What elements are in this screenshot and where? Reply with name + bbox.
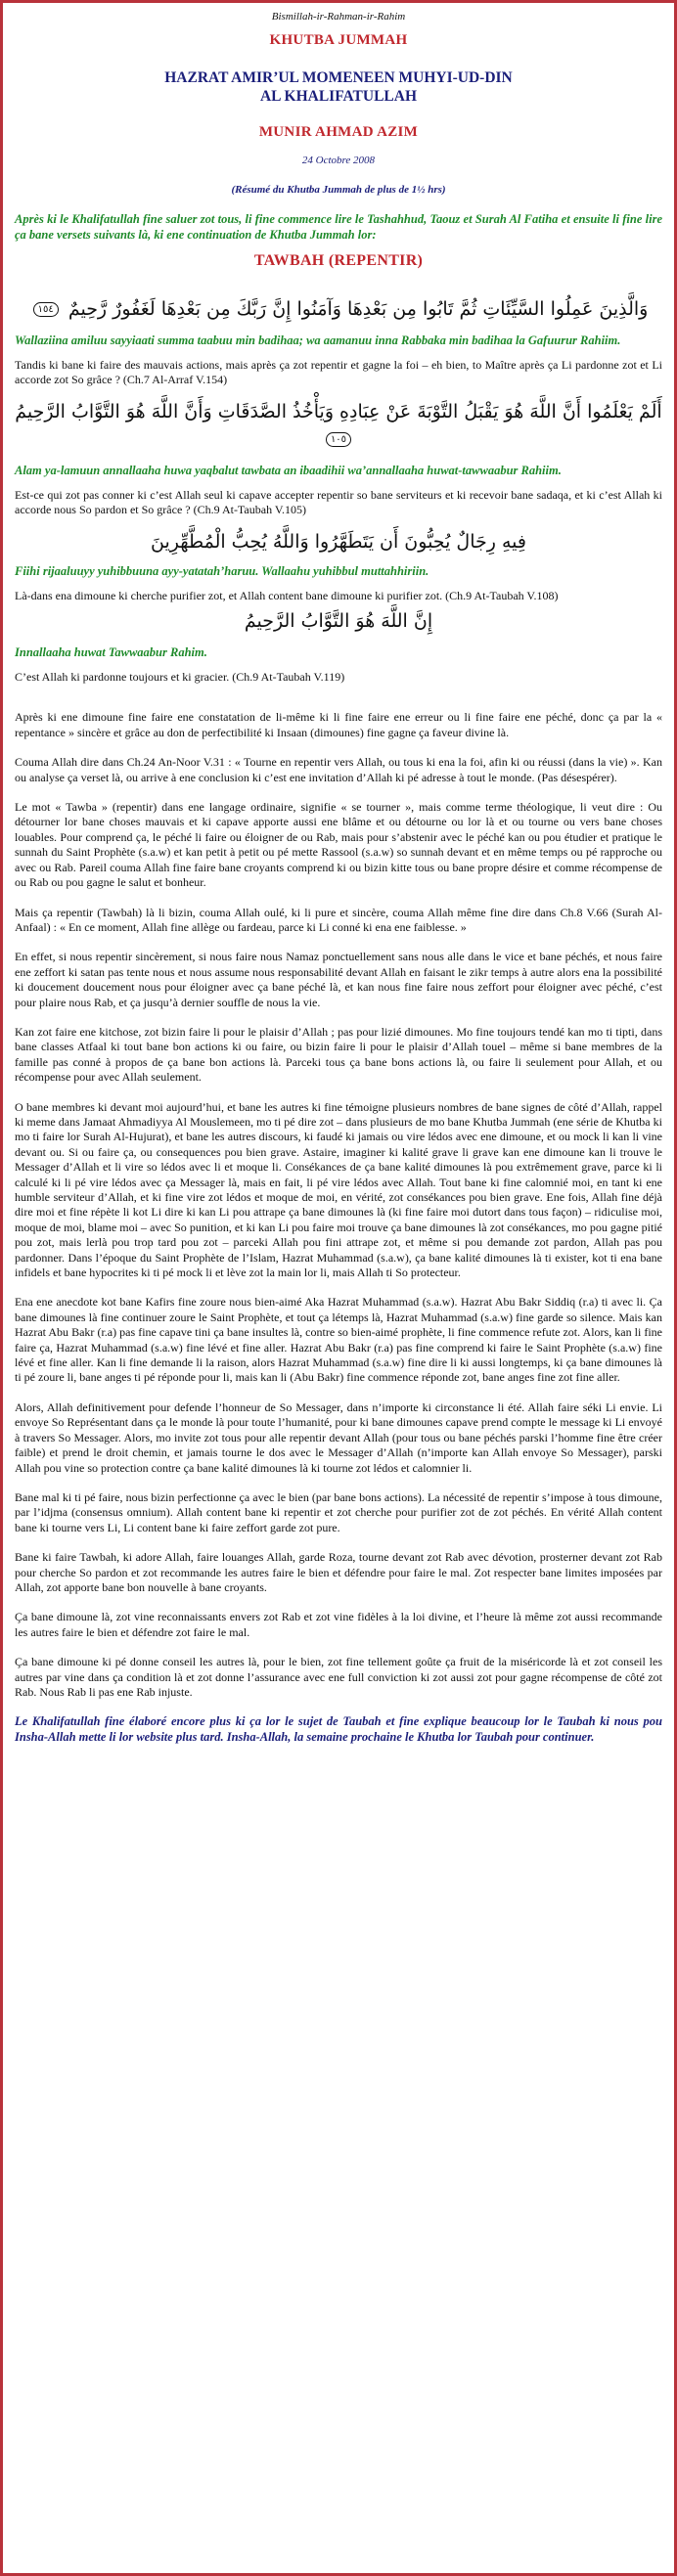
quran-verse-3: فِيهِ رِجَالٌ يُحِبُّونَ أَن يَتَطَهَّرُوا وَاللَّهُ يُحِبُّ الْمُطَّهِّرِينَ: [151, 530, 526, 553]
verse-2-arabic: أَلَمْ يَعْلَمُوا أَنَّ اللَّهَ هُوَ يَقْبَلُ التَّوْبَةَ عَنْ عِبَادِهِ وَيَأْخُذُ الصَّدَقَاتِ وَأَنَّ اللَّهَ هُوَ التَّوَّابُ الرَّحِيمُ: [15, 400, 662, 422]
verse-4-transliteration: Innallaaha huwat Tawwaabur Rahim.: [15, 645, 207, 660]
paragraph-13: Ça bane dimoune ki pé donne conseil les autres là, pour le bien, zot fine tellement goûte ça fruit de la miséricorde là et zot conseil les autres par vine dans ça condition là et zot donne l’assurance avec ene full conviction ki zot aussi zot pour gagne récompense de côté zot Rab. Nous Rab li pas ene Rab injuste.: [15, 1655, 662, 1699]
khutba-date: 24 Octobre 2008: [301, 155, 376, 166]
verse-2-translation: Est-ce qui zot pas conner ki c’est Allah seul ki capave accepter repentir so bane serviteurs et ki recevoir bane sadaqa, et ki c’est Allah ki accorde nous So pardon et So grâce ? (Ch.9 At-Taubah V.105): [15, 487, 662, 517]
khalifa-title-line1: HAZRAT AMIR’UL MOMENEEN MUHYI-UD-DIN: [164, 69, 513, 86]
verse-2-transliteration: Alam ya-lamuun annallaaha huwa yaqbalut tawbata an ibaadihii wa’annallaaha huwat-tawwaabur Rahiim.: [15, 463, 562, 477]
intro-paragraph: Après ki le Khalifatullah fine saluer zot tous, li fine commence lire le Tashahhud, Taouz et Surah Al Fatiha et ensuite li fine lire ça bane versets suivants là, ki ene continuation de Khutba Jummah lor:: [15, 212, 662, 242]
closing-note: Le Khalifatullah fine élaboré encore plus ki ça lor le sujet de Taubah et fine explique beaucoup lor le Taubah ki nous pou Insha-Allah mette li lor website plus tard. Insha-Allah, la semaine prochaine le Khutba lor Taubah pour continuer.: [15, 1714, 662, 1744]
verse-1-transliteration: Wallaziina amiluu sayyiaati summa taabuu min badihaa; wa aamanuu inna Rabbaka min badihaa la Gafuurur Rahiim.: [15, 333, 621, 347]
paragraph-1: Après ki ene dimoune fine faire ene constatation de li-même ki li fine faire ene erreur ou li fine faire ene péché, donc ça par la « repentance » sincère et grâce au don de perfectibilité ki Insaan (dimounes) fine gagne ça faveur divine là.: [15, 710, 662, 739]
resume-note: (Résumé du Khutba Jummah de plus de 1½ hrs): [231, 184, 446, 196]
paragraph-5: En effet, si nous repentir sincèrement, si nous faire nous Namaz ponctuellement sans nous alle dans le vice et bane péchés, et nous faire ene zeffort ki satan pas tente nous et nous assume nous responsabilité devant Allah en faisant le zikr temps à autre alors ena la possibilité ki doucement doucement nous pour éloigner avec ça bane péché là, et kan nous fine faire nous zeffort pour éloigner avec péché, c’est pour plaire nous Rab, et ça jusqu’à dernier souffle de nous la vie.: [15, 950, 662, 1009]
section-title: TAWBAH (REPENTIR): [253, 252, 424, 269]
khutba-title: KHUTBA JUMMAH: [269, 32, 408, 48]
verse-1-number: ١٥٤: [33, 302, 59, 317]
document-body: [3, 3, 674, 1745]
verse-1-translation: Tandis ki bane ki faire des mauvais actions, mais après ça zot repentir et gagne la foi – eh bien, to Maître après ça Li pardonne zot et Li accorde zot So grâce ? (Ch.7 Al-Arraf V.154): [15, 358, 662, 387]
verse-4-translation: C’est Allah ki pardonne toujours et ki gracier. (Ch.9 At-Taubah V.119): [15, 670, 345, 685]
khalifa-title-line2: AL KHALIFATULLAH: [259, 88, 418, 105]
paragraph-10: Bane mal ki ti pé faire, nous bizin perfectionne ça avec le bien (par bane bons actions). La nécessité de repentir s’impose à tous dimoune, par l’idjma (consensus omnium). Allah content bane ki repentir et zot cherche pour purifier zot de zot péchés. En vérité Allah content bane ki tourne vers Li, Li content bane ki faire zeffort garde zot pure.: [15, 1489, 662, 1534]
verse-3-transliteration: Fiihi rijaaluuyy yuhibbuuna ayy-yatatah’haruu. Wallaahu yuhibbul muttahhiriin.: [15, 563, 429, 578]
bismillah-line: Bismillah-ir-Rahman-ir-Rahim: [271, 11, 406, 22]
paragraph-8: Ena ene anecdote kot bane Kafirs fine zoure nous bien-aimé Aka Hazrat Muhammad (s.a.w). Hazrat Abu Bakr Siddiq (r.a) ti avec li. Ça bane dimounes là fine continuer zoure le Saint Prophète, et tout ça létemps là, Hazrat Muhammad (s.a.w) fine garde so silence. Mais kan Hazrat Abu Bakr (r.a) pas fine capave tini ça bane insultes là, contre so bien-aimé prophète, li fine commence refute zot. Alors, kan li fine faire ça, Hazrat Muhammad (s.a.w) fine lévé et fine aller. Hazrat Abu Bakr (r.a) pas fine comprend ki faire le Saint Prophète (s.a.w) fine lévé et fine aller. Kan li fine demande li la raison, alors Hazrat Muhammad (s.a.w) fine dire li ki aussi longtemps, ki ça bane dimounes là ti pé zoure li, bane anges ti pé réponde pour li, mais kan li (Abu Bakr) fine commence réponde zot, bane anges fine zot fine aller.: [15, 1295, 662, 1385]
paragraph-3: Le mot « Tawba » (repentir) dans ene langage ordinaire, signifie « se tourner », mais comme terme théologique, li veut dire : Ou détourner lor bane choses mauvais et ki capave apporte aussi ene blâme et ou détourne ou lor là et ou tourne ou vers bane choses louables. Pour comprend ça, le péché li faire ou éloigner de ou Rab, mais pour s’abstenir avec le péché kan ou pou étudier et pratique le sunnah du Saint Prophète (s.a.w) et kan petit à petit ou pé mette Rassool (s.a.w) so sunnah devant et en même temps ou pé rapproche ou avec ou Rab. Pareil couma Allah fine faire bane croyants comprend ki ou bizin kitte tous ou bane propre désire et comme récompense de ou Rab ou pou gagne le salut et bonheur.: [15, 800, 662, 890]
speaker-name: MUNIR AHMAD AZIM: [258, 124, 419, 140]
paragraph-9: Alors, Allah definitivement pour defende l’honneur de So Messager, dans n’importe ki circonstance li été. Allah faire séki Li envie. Li envoye So Représentant dans ça le monde là pour toute l’humanité, pour ki bane dimounes capave prend compte le message ki Li envoyé à travers So Messager. Alors, mo invite zot tous pour alle repentir devant Allah (pour tous ou bane péchés parski l’homme fine être créer faible) et prend le droit chemin, et jamais tourne le dos avec le Messager d’Allah (n’importe kan Allah envoye So Messager), parski Allah pou vine so protection contre ça bane kalité dimounes là ki tourne zot lédos et calomnier li.: [15, 1399, 662, 1475]
quran-verse-4: إِنَّ اللَّهَ هُوَ التَّوَّابُ الرَّحِيمُ: [244, 610, 433, 633]
paragraph-11: Bane ki faire Tawbah, ki adore Allah, faire louanges Allah, garde Roza, tourne devant zot Rab avec dévotion, prosterner devant zot Rab pour cherche So pardon et zot recommande les autres faire le bien et défendre pour faire le mal. Zot respecter bane limites imposées par Allah, zot apporte bane bon nouvelle à bane croyants.: [15, 1550, 662, 1594]
verse-1-arabic: وَالَّذِينَ عَمِلُوا السَّيِّئَاتِ ثُمَّ تَابُوا مِن بَعْدِهَا وَآمَنُوا إِنَّ رَبَّكَ مِن بَعْدِهَا لَغَفُورٌ رَّحِيمٌ: [68, 298, 649, 320]
paragraph-7: O bane membres ki devant moi aujourd’hui, et bane les autres ki fine témoigne plusieurs nombres de bane signes de côté d’Allah, rappel ki meme dans Jamaat Ahmadiyya Al Mouslemeen, mo ti pé dire zot – dans plusieurs de mo bane Khutba Jummah (ene série de Khutba ki mo ti faire lor Surah Al-Hujurat), et bane les autres discours, ki faudé ki jamais ou vire lédos avec ene dimoune, et ou mock li kan li vine devant ou. Si ou faire ça, ou consequences pou bien grave. Astaire, imaginer ki kalité grave li grave kan ene dimoune kan li trouve le Messager d’Allah et li vire so lédos avec li et moque li. Consékances de ça bane kalité dimounes là pou extrêmement grave, parce ki li calculé ki li pé vire lédos avec ça Messager là, mais en fait, li pé vire lédos avec Allah. Tout bane ki fine calomnié moi, en tant ki ene humble serviteur d’Allah, et ki fine vire zot lédos et moque de moi, en vérité, zot consékances pou bien grave. Ene fois, Allah fine déjà dire moi et fine répète li kot Li dire ki kan Li pou attrape ça bane dimounes là (ki fine faire moi dutort dans tous façon) – ridiculise moi, moque de moi, blame moi – avec So punition, et ki kan Li pou faire moi trouve ça bane dimounes là zot consékances, mo pou gagne pitié pou zot, mais lerlà pou trop tard pou zot – parceki Allah pou fini attrape zot, et même si pou demande zot pardon, Allah pas pou pardonner. Dans l’époque du Saint Prophète de l’Islam, Hazrat Muhammad (s.a.w), ça bane kalité dimounes là ti exister, kot ti ena bane infidels et bane hypocrites ki ti pé mock li et lève zot la main lor li, mais Allah ti So protecteur.: [15, 1099, 662, 1280]
paragraph-12: Ça bane dimoune là, zot vine reconnaissants envers zot Rab et zot vine fidèles à la loi divine, et l’heure là même zot aussi recommande les autres faire le bien et défendre zot faire le mal.: [15, 1610, 662, 1639]
paragraph-6: Kan zot faire ene kitchose, zot bizin faire li pour le plaisir d’Allah ; pas pour lizié dimounes. Mo fine toujours tendé kan mo ti tipti, dans bane classes Atfaal ki tout bane bon actions ki ou faire, ou bizin faire li pour le plaisir d’Allah touel – même si bane membres de la famille pas conné à propos de ça bane bon actions là. Parceki tous ça bane bons actions là, ou faire li seulement pour Allah, et ou récompense pour avec Allah seulement.: [15, 1024, 662, 1085]
verse-2-number: ١٠٥: [326, 432, 351, 447]
paragraph-4: Mais ça repentir (Tawbah) là li bizin, couma Allah oulé, ki li pure et sincère, couma Allah même fine dire dans Ch.8 V.66 (Surah Al-Anfaal) : « En ce moment, Allah fine allège ou fardeau, parce ki Li conné ki ena ene faiblesse. »: [15, 905, 662, 934]
verse-3-translation: Là-dans ena dimoune ki cherche purifier zot, et Allah content bane dimoune ki purifier zot. (Ch.9 At-Taubah V.108): [15, 588, 559, 602]
quran-verse-2: [15, 398, 662, 453]
paragraph-2: Couma Allah dire dans Ch.24 An-Noor V.31 : « Tourne en repentir vers Allah, ou tous ki ena la foi, afin ki ou réussi (dans la vie) ». Kan ou analyse ça verset là, ou arrive à ene conclusion ki c’est ene invitation d’Allah ki pé adresse à tout le monde. (Pas désespérer).: [15, 755, 662, 784]
quran-verse-1: [15, 295, 662, 323]
